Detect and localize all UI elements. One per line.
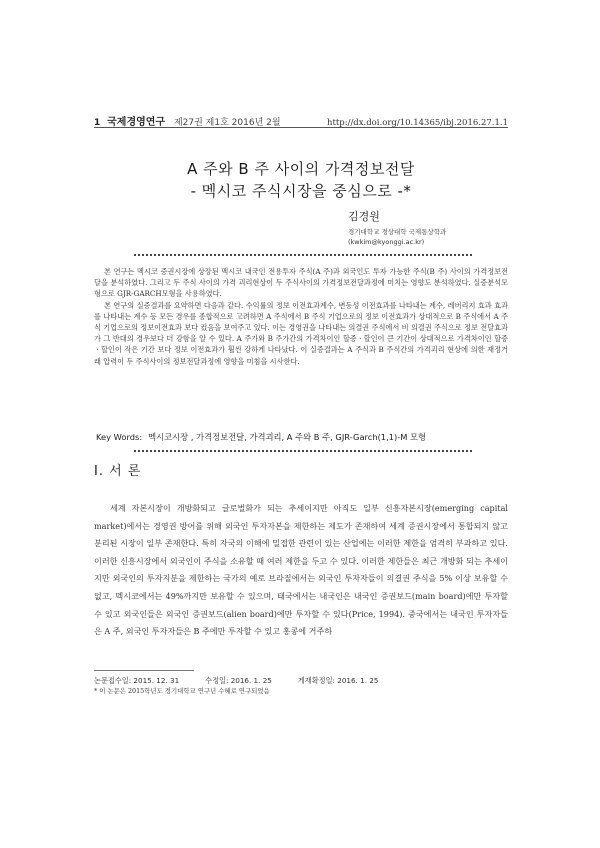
header-rule bbox=[94, 127, 508, 128]
title-line-2: - 멕시코 주식시장을 중심으로 -* bbox=[190, 182, 412, 200]
title-line-1: A 주와 B 주 사이의 가격정보전달 bbox=[187, 160, 415, 178]
introduction-body bbox=[94, 500, 508, 641]
received-date: 논문접수일: 2015. 12. 31 bbox=[94, 676, 180, 685]
keywords-text: 멕시코시장 , 가격정보전달, 가격괴리, A 주와 B 주, GJR-Garch(1,1)-M 모형 bbox=[148, 432, 427, 442]
abstract-paragraph-2: 본 연구의 실증결과를 요약하면 다음과 같다. 수익률의 정보 이전효과계수, 변동성 이전효과를 나타내는 계수, 레버리지 효과 효과를 나타내는 계수 등 모든 경우를 종합적으로 고려하면 A 주식에서 B 주식 기업으로의 정보 이전효과가 상대적으로 B 주식에서 A 주식 기업으로의 정보이전효과 보다 컸음을 보여주고 있다. 이는 경영권을 나타내는 의결권 주식에서 비 의결권 주식으로 정보 전달효과가 그 반대의 경우보다 더 강함을 알 수 있다. A 주가와 B 주가간의 가격차이인 할증ㆍ할인이 큰 기간이 상대적으로 가격차이인 할증ㆍ할인이 작은 기간 보다 정보 이전효과가 훨씬 강하게 나타났다. 이 실증결과는 A 주식과 B 주식간의 가격괴리 현상에 의한 재정거래 압력이 두 주식사이의 정보전달과정에 영향을 미침을 시사한다. bbox=[94, 300, 508, 366]
abstract bbox=[94, 266, 508, 367]
issue-info: 제27권 제1호 2016년 2월 bbox=[173, 118, 281, 128]
introduction-paragraph: 세계 자본시장이 개방화되고 글로벌화가 되는 추세이지만 아직도 일부 신흥자본시장(emerging capital market)에서는 경영권 방어를 위해 외국인 투자자본을 제한하는 제도가 존재하여 세계 증권시장에서 통합되지 않고 분리된 시장이 일부 존재한다. 특히 자국의 이해에 밀접한 관련이 있는 산업에는 이러한 제한을 엄격히 부과하고 있다. 이러한 신흥시장에서 외국인이 주식을 소유할 때 여러 제한을 두고 수 있다. 이러한 제한들은 최근 개방화 되는 추세이지만 외국인의 투자지분을 제한하는 국가의 예로 브라질에서는 외국인 투자자들이 의결권 주식을 5% 이상 보유할 수 없고, 멕시코에서는 49%까지만 보유할 수 있으며, 태국에서는 내국인은 내국인 증권보드(main board)에만 투자할 수 있고 외국인들은 외국인 증권보드(alien board)에만 투자할 수 있다(Price, 1994). 중국에서는 내국인 투자자들은 A 주, 외국인 투자자들은 B 주에만 투자할 수 있고 홍콩에 거주하 bbox=[94, 503, 508, 637]
paper-title bbox=[94, 158, 508, 202]
funding-note: * 이 논문은 2015학년도 경기대학교 연구년 수혜로 연구되었음 bbox=[94, 687, 270, 695]
abstract-paragraph-1: 본 연구는 멕시코 증권시장에 상장된 멕시코 내국인 전용투자 주식(A 주)과 외국인도 투자 가능한 주식(B 주) 사이의 가격정보전달을 분석하였다. 그리고 두 주식 사이의 가격 괴리현상이 두 주식사이의 가격정보전달과정에 미치는 영향도 분석하였다. 실증분석모형으로 GJR-GARCH모형을 사용하였다. bbox=[94, 267, 508, 299]
author-email: (kwkim@kyonggi.ac.kr) bbox=[348, 238, 425, 246]
revised-date: 수정일: 2016. 1. 25 bbox=[205, 676, 272, 685]
submission-dates bbox=[94, 676, 508, 686]
abstract-bottom-divider bbox=[134, 450, 472, 452]
doi-link[interactable]: http://dx.doi.org/10.14365/ibj.2016.27.1.1 bbox=[326, 118, 508, 128]
page-number: 1 bbox=[94, 118, 101, 128]
author-name: 김경원 bbox=[348, 210, 380, 223]
section-heading: Ⅰ. 서 론 bbox=[94, 464, 142, 479]
accepted-date: 게재확정일: 2016. 1. 25 bbox=[297, 676, 379, 685]
keywords-label: Key Words: bbox=[96, 432, 143, 442]
running-header bbox=[94, 113, 508, 128]
abstract-top-divider bbox=[134, 254, 472, 256]
journal-name: 국제경영연구 bbox=[107, 117, 166, 128]
footnote bbox=[94, 676, 508, 696]
author-block bbox=[348, 208, 518, 247]
author-affiliation: 경기대학교 경상대학 국제통상학과 bbox=[348, 228, 447, 236]
keywords bbox=[96, 431, 510, 443]
header-left bbox=[94, 113, 281, 128]
footnote-rule bbox=[94, 670, 194, 671]
